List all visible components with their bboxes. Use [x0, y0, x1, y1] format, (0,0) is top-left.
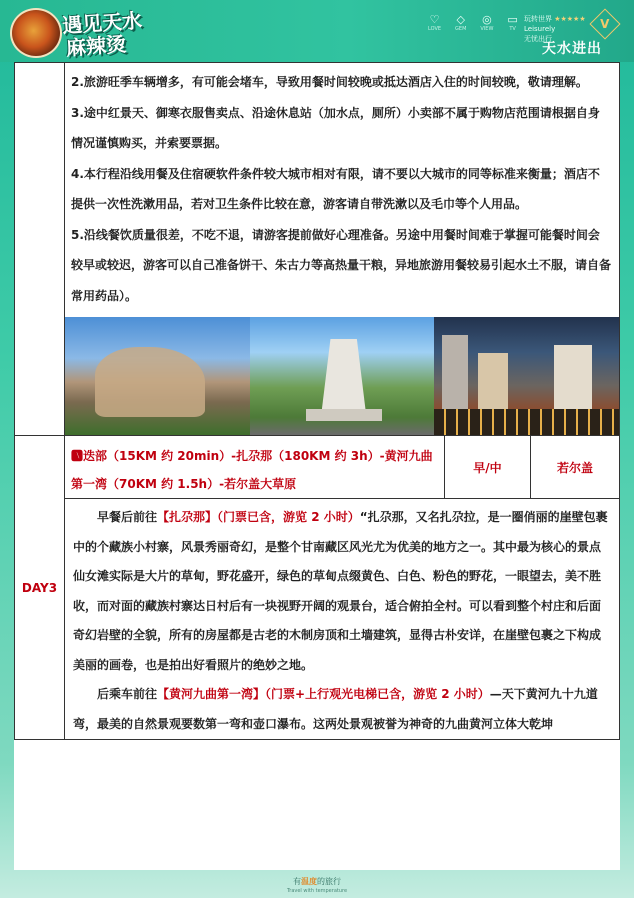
page-footer [0, 870, 634, 898]
hotpot-logo-image [10, 8, 62, 58]
attraction-zhagana: 【扎尕那】（门票已含，游览 2 小时） [157, 510, 360, 524]
brand-stars: ★★★★★ [554, 15, 586, 23]
header-icon-row [428, 14, 518, 32]
brand-line2: Leisurely [524, 25, 556, 33]
day3-route-row [15, 436, 620, 499]
attraction-yellow-river-bend: 【黄河九曲第一湾】（门票+上行观光电梯已含，游览 2 小时） [157, 687, 490, 701]
route-title: 天水进出 [542, 41, 602, 57]
logo-title-line1: 遇见天水 [61, 8, 143, 38]
town-night-photo [434, 317, 619, 435]
logo-title-line2: 麻辣烫 [65, 31, 127, 61]
page-header [0, 0, 634, 62]
day-label: DAY3 [15, 436, 65, 740]
day3-description [65, 499, 620, 740]
day3-hotel: 若尔盖 [531, 436, 620, 499]
cliff-grottoes-photo [65, 317, 250, 435]
tv-icon: ▭ TV [507, 13, 518, 32]
note-item: 5.沿线餐饮质量很差，不吃不退，请游客提前做好心理准备。另途中用餐时间难于掌握可能餐时间会较早或较迟，游客可以自己准备饼干、朱古力等高热量干粮，异地旅游用餐较易引起水土不服，请自备常用药品）。 [71, 227, 612, 303]
v-badge-icon: V [589, 8, 620, 39]
eye-icon: ◎ VIEW [480, 13, 494, 32]
desc-paragraph: 后乘车前往【黄河九曲第一湾】（门票+上行观光电梯已含，游览 2 小时）—天下黄河九十九道弯，最美的自然景观要数第一弯和壶口瀑布。这两处景观被誉为神奇的九曲黄河立体大乾坤 [73, 687, 598, 731]
note-item: 4.本行程沿线用餐及住宿硬软件条件较大城市相对有限，请不要以大城市的同等标准来衡量；酒店不提供一次性洗漱用品，若对卫生条件比较在意，游客请自带洗漱以及毛巾等个人用品。 [71, 166, 600, 211]
day3-meals: 早/中 [445, 436, 531, 499]
gem-icon: ◇ GEM [455, 13, 467, 32]
notes-row [15, 63, 620, 436]
desc-paragraph: 早餐后前往【扎尕那】（门票已含，游览 2 小时）“扎尕那，又名扎尕拉，是一圈俏丽的崖壁包裹中的个藏族小村寨，风景秀丽奇幻，是整个甘南藏区风光尤为优美的地方之一。其中最为核心的景点仙女滩实际是大片的草甸，野花盛开，绿色的草甸点缀黄色、白色、粉色的野花，一眼望去，美不胜收，而对面的藏族村寨达日村后有一块视野开阔的观景台，适合俯拍全村。可以看到整个村庄和后面奇幻岩壁的全貌，所有的房屋都是古老的木制房顶和土墙建筑，显得古朴安详，在崖壁包裹之下构成美丽的画卷，也是拍出好看照片的绝妙之地。 [73, 510, 608, 672]
heart-icon: ♡ LOVE [428, 13, 442, 32]
notes-cell [65, 63, 620, 436]
day3-desc-row [15, 499, 620, 740]
notes-day-cell [15, 63, 65, 436]
brand-line3: 无忧出行 [524, 35, 552, 43]
monument-photo [250, 317, 435, 435]
notes-list [65, 63, 619, 311]
itinerary-table [14, 62, 620, 740]
itinerary-sheet [14, 62, 620, 870]
photo-strip [65, 317, 619, 435]
footer-slogan: 有温度的旅行 [293, 877, 341, 886]
note-item: 3.途中红景天、御寒衣服售卖点、沿途休息站（加水点，厕所）小卖部不属于购物店范围请根据自身情况谨慎购买，并索要票据。 [71, 105, 600, 150]
note-item: 2.旅游旺季车辆增多，有可能会堵车，导致用餐时间较晚或抵达酒店入住的时间较晚，敬请理解。 [71, 75, 588, 89]
footer-subtitle: Travel with temperature [286, 888, 348, 894]
brand-line1: 玩转世界 [524, 15, 552, 23]
day3-route: 🅰迭部（15KM 约 20min）-扎尕那（180KM 约 3h）-黄河九曲第一湾（70KM 约 1.5h）-若尔盖大草原 [65, 436, 445, 499]
